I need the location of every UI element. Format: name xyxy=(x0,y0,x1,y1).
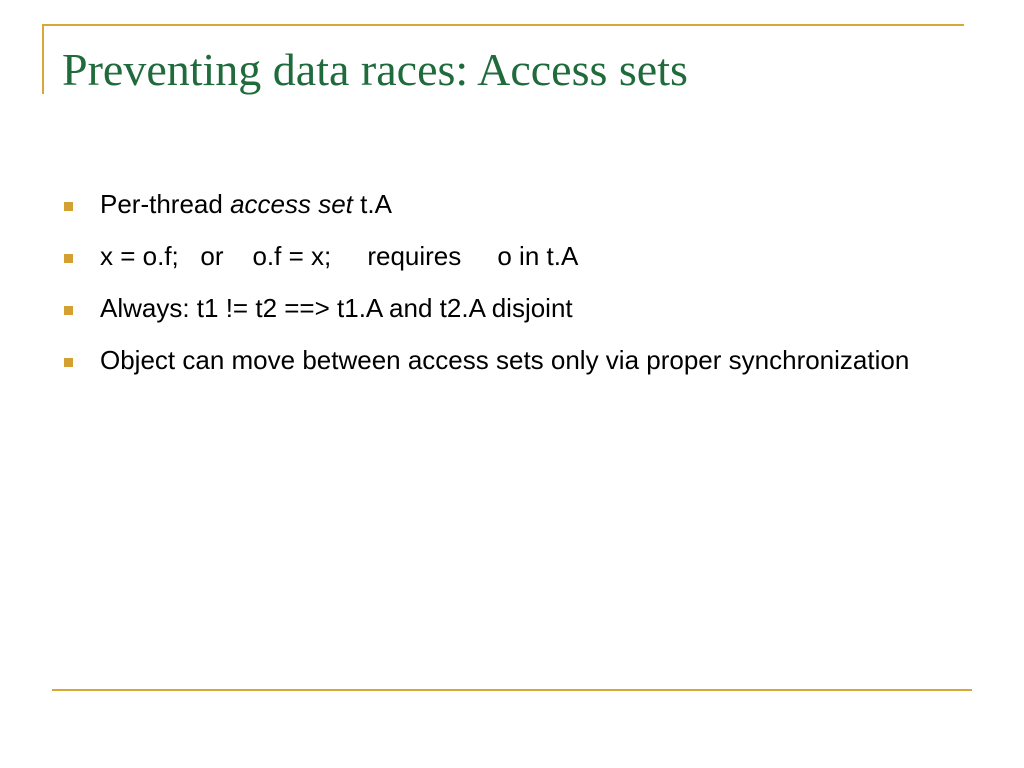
bottom-rule xyxy=(52,689,972,691)
square-bullet-icon xyxy=(64,358,73,367)
bullet-text: Object can move between access sets only via proper synchronization xyxy=(100,345,910,375)
bullet-text-emphasis: access set xyxy=(230,189,353,219)
bullet-item xyxy=(62,290,962,327)
top-rule xyxy=(42,24,964,26)
bullet-text-prefix: Per-thread xyxy=(100,189,231,219)
square-bullet-icon xyxy=(64,254,73,263)
bullet-item xyxy=(62,238,962,275)
slide-title: Preventing data races: Access sets xyxy=(62,44,688,95)
left-rule xyxy=(42,24,44,94)
bullet-item xyxy=(62,342,962,379)
bullet-text-suffix: t.A xyxy=(352,189,392,219)
square-bullet-icon xyxy=(64,202,73,211)
bullet-item xyxy=(62,186,962,223)
square-bullet-icon xyxy=(64,306,73,315)
bullet-list xyxy=(62,186,962,394)
bullet-text: Always: t1 != t2 ==> t1.A and t2.A disjoint xyxy=(100,293,573,323)
bullet-text: x = o.f; or o.f = x; requires o in t.A xyxy=(100,241,579,271)
